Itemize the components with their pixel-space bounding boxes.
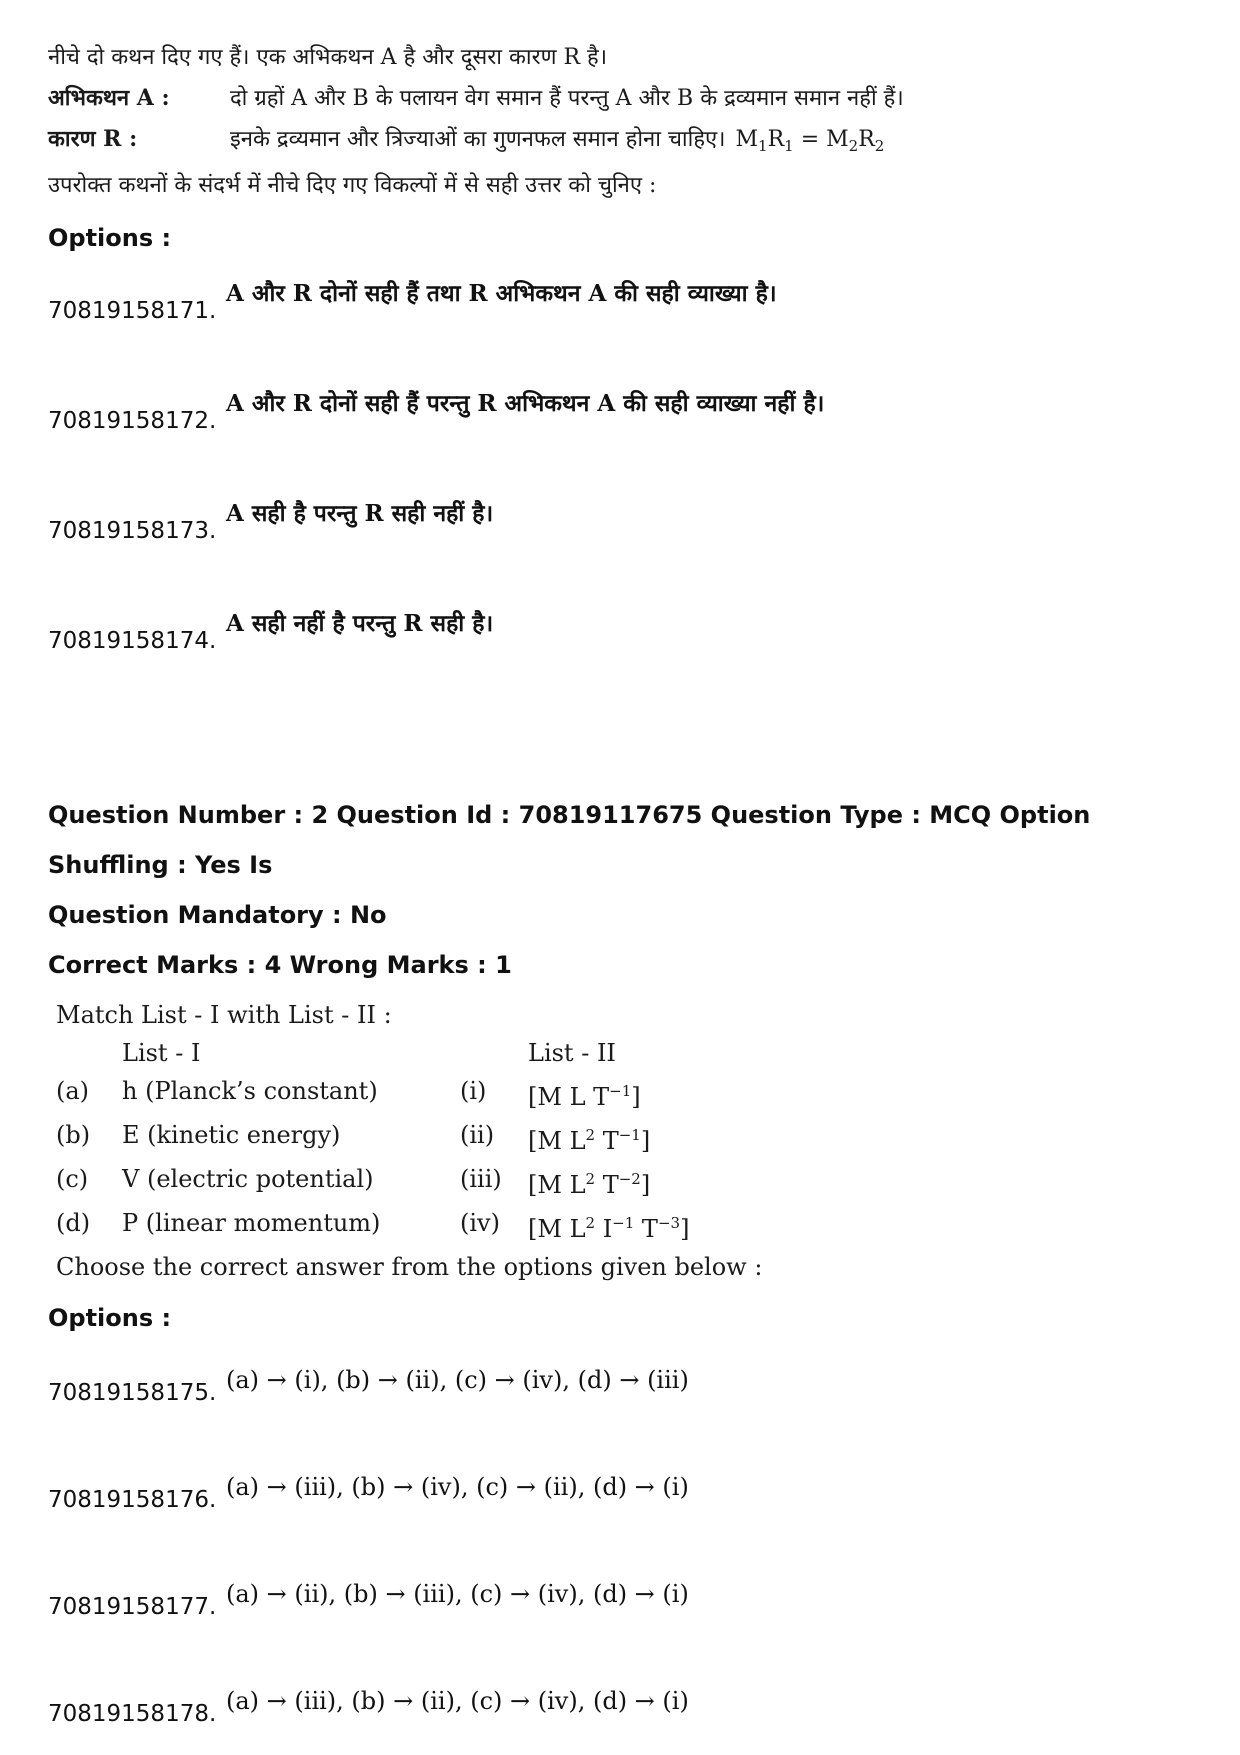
dimension-formula: [M $L^2$ $I^{-1}$ $T^{-3}$] — [528, 1214, 690, 1243]
option-item[interactable] — [48, 440, 1208, 550]
q1-intro: नीचे दो कथन दिए गए हैं। एक अभिकथन A है और दूसरा कारण R है। — [48, 45, 608, 70]
q1-options-label: Options : — [48, 224, 172, 252]
list2-header: List - II — [528, 1039, 616, 1067]
dimension-formula: [M $L^2$ $T^{-1}$] — [528, 1126, 651, 1155]
option-id: 70819158173. — [48, 518, 217, 544]
q1-reason — [48, 119, 1208, 166]
option-text: (a) → (ii), (b) → (iii), (c) → (iv), (d) → (i) — [226, 1580, 689, 1608]
question-1 — [48, 38, 1208, 660]
option-id: 70819158172. — [48, 408, 217, 434]
option-text: A और R दोनों सही हैं तथा R अभिकथन A की सही व्याख्या है। — [226, 280, 777, 307]
q2-meta-line: Question Number : 2 Question Id : 70819117675 Question Type : MCQ Option Shuffling : Yes Is — [48, 801, 1091, 879]
option-item[interactable] — [48, 1626, 1208, 1733]
q2-instruction: Choose the correct answer from the options given below : — [56, 1253, 763, 1281]
q2-options-label: Options : — [48, 1304, 172, 1332]
dimension-formula: [M $L^2$ $T^{-2}$] — [528, 1170, 651, 1199]
option-id: 70819158174. — [48, 628, 217, 654]
assertion-label: अभिकथन A : — [48, 85, 170, 111]
match-header-row — [56, 1034, 1208, 1072]
q2-mandatory: Question Mandatory : No — [48, 901, 387, 929]
option-item[interactable] — [48, 1412, 1208, 1519]
option-text: A सही है परन्तु R सही नहीं है। — [226, 500, 494, 527]
section-gap — [48, 660, 1208, 790]
reason-label: कारण R : — [48, 126, 138, 152]
question-page — [48, 38, 1208, 1733]
q2-marks: Correct Marks : 4 Wrong Marks : 1 — [48, 951, 512, 979]
match-title: Match List - I with List - II : — [56, 1001, 392, 1029]
q1-instruction: उपरोक्त कथनों के संदर्भ में नीचे दिए गए विकल्पों में से सही उत्तर को चुनिए : — [48, 173, 657, 198]
option-item[interactable] — [48, 1340, 1208, 1412]
reason-formula: $M_1R_1 = M_2R_2$ — [735, 127, 885, 155]
reason-text: इनके द्रव्यमान और त्रिज्याओं का गुणनफल समान होना चाहिए। — [230, 127, 726, 152]
option-id: 70819158175. — [48, 1380, 217, 1406]
option-id: 70819158176. — [48, 1487, 217, 1513]
question-2 — [48, 790, 1208, 1733]
match-row: (a) h (Planck’s constant) (i) [M L $T^{-1}$] — [56, 1072, 1208, 1116]
option-text: A और R दोनों सही हैं परन्तु R अभिकथन A की सही व्याख्या नहीं है। — [226, 390, 825, 417]
option-item[interactable] — [48, 260, 1208, 330]
option-id: 70819158178. — [48, 1701, 217, 1727]
option-text: A सही नहीं है परन्तु R सही है। — [226, 610, 494, 637]
match-list — [56, 996, 1208, 1286]
option-text: (a) → (iii), (b) → (iv), (c) → (ii), (d) → (i) — [226, 1473, 689, 1501]
assertion-text: दो ग्रहों A और B के पलायन वेग समान हैं परन्तु A और B के द्रव्यमान समान नहीं हैं। — [230, 86, 904, 111]
match-row: (b) E (kinetic energy) (ii) [M $L^2$ $T^{-1}$] — [56, 1116, 1208, 1160]
match-row: (c) V (electric potential) (iii) [M $L^2$ $T^{-2}$] — [56, 1160, 1208, 1204]
option-id: 70819158171. — [48, 298, 217, 324]
option-item[interactable] — [48, 330, 1208, 440]
option-text: (a) → (i), (b) → (ii), (c) → (iv), (d) → (iii) — [226, 1366, 689, 1394]
option-item[interactable] — [48, 1519, 1208, 1626]
q1-assertion — [48, 78, 1208, 119]
dimension-formula: [M L $T^{-1}$] — [528, 1082, 641, 1111]
option-text: (a) → (iii), (b) → (ii), (c) → (iv), (d) → (i) — [226, 1687, 689, 1715]
list1-header: List - I — [122, 1039, 201, 1067]
option-id: 70819158177. — [48, 1594, 217, 1620]
option-item[interactable] — [48, 550, 1208, 660]
match-row: (d) P (linear momentum) (iv) [M $L^2$ $I^{-1}$ $T^{-3}$] — [56, 1204, 1208, 1248]
